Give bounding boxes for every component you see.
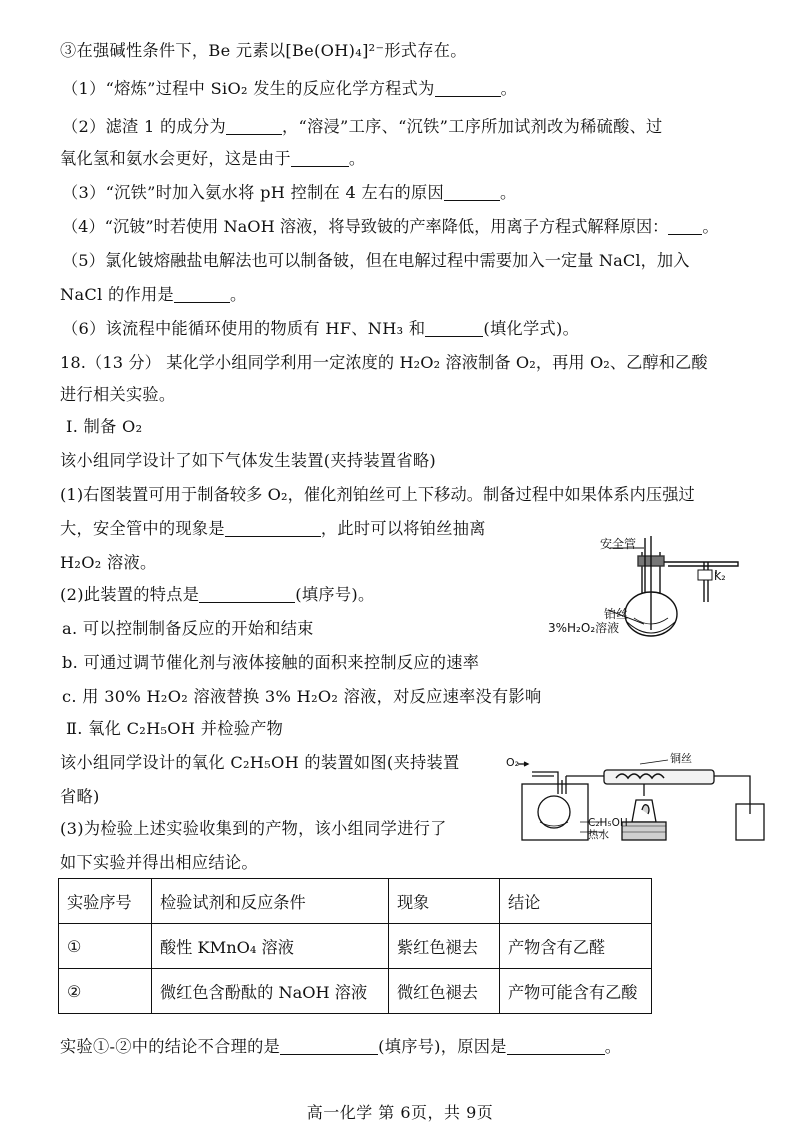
- copper-label: 铜丝: [670, 752, 692, 765]
- answer-blank[interactable]: [280, 1038, 378, 1055]
- table-header-cell: 实验序号: [59, 879, 152, 924]
- table-header-cell: 检验试剂和反应条件: [152, 879, 389, 924]
- text-line: 实验①-②中的结论不合理的是 (填序号)，原因是 。: [60, 1037, 622, 1056]
- table-cell: 紫红色褪去: [389, 924, 500, 969]
- section-heading: Ⅱ. 氧化 C₂H₅OH 并检验产物: [66, 719, 284, 738]
- option-b: b. 可通过调节催化剂与液体接触的面积来控制反应的速率: [62, 653, 480, 672]
- o2-generator-diagram: [548, 532, 748, 642]
- option-c: c. 用 30% H₂O₂ 溶液替换 3% H₂O₂ 溶液，对反应速率没有影响: [62, 687, 542, 706]
- question-5: （5）氯化铍熔融盐电解法也可以制备铍，但在电解过程中需要加入一定量 NaCl，加入: [62, 251, 690, 270]
- table-cell: 酸性 KMnO₄ 溶液: [152, 924, 389, 969]
- answer-blank[interactable]: [199, 586, 295, 603]
- answer-blank[interactable]: [444, 184, 500, 201]
- table-header-cell: 现象: [389, 879, 500, 924]
- text-line: 该小组同学设计的氧化 C₂H₅OH 的装置如图(夹持装置: [60, 753, 460, 772]
- table-cell: ②: [59, 969, 152, 1014]
- answer-blank[interactable]: [225, 520, 321, 537]
- table-cell: 微红色含酚酞的 NaOH 溶液: [152, 969, 389, 1014]
- platinum-label: 铂丝: [604, 607, 629, 621]
- answer-blank[interactable]: [291, 150, 349, 167]
- text-line: 进行相关实验。: [60, 385, 176, 404]
- table-header-row: [59, 879, 652, 924]
- question-4: （4）“沉铍”时若使用 NaOH 溶液，将导致铍的产率降低，用离子方程式解释原因： 。: [62, 217, 719, 236]
- text-line: 该小组同学设计了如下气体发生装置(夹持装置省略): [60, 451, 436, 470]
- text-line: (3)为检验上述实验收集到的产物，该小组同学进行了: [60, 819, 447, 838]
- table-row: [59, 969, 652, 1014]
- page-footer: 高一化学 第 6页，共 9页: [306, 1103, 494, 1122]
- text-line: 省略): [60, 787, 100, 806]
- solution-label: 3%H₂O₂溶液: [548, 621, 620, 635]
- ethanol-label: C₂H₅OH: [588, 817, 628, 829]
- experiment-table: [58, 878, 652, 1014]
- answer-blank[interactable]: [435, 80, 501, 97]
- question-3: （3）“沉铁”时加入氨水将 pH 控制在 4 左右的原因 。: [62, 183, 517, 202]
- answer-blank[interactable]: [668, 218, 702, 235]
- question-18-title: 18.（13 分） 某化学小组同学利用一定浓度的 H₂O₂ 溶液制备 O₂，再用 O₂、乙醇和乙酸: [60, 353, 708, 372]
- question-2: （2）滤渣 1 的成分为 ，“溶浸”工序、“沉铁”工序所加试剂改为稀硫酸、过: [62, 117, 663, 136]
- answer-blank[interactable]: [226, 118, 282, 135]
- text-line: (1)右图装置可用于制备较多 O₂，催化剂铂丝可上下移动。制备过程中如果体系内压强过: [60, 485, 695, 504]
- answer-blank[interactable]: [425, 320, 483, 337]
- question-1: （1）“熔炼”过程中 SiO₂ 发生的反应化学方程式为 。: [62, 79, 518, 98]
- text-line: 大，安全管中的现象是 ，此时可以将铂丝抽离: [60, 519, 486, 538]
- table-cell: 产物可能含有乙酸: [500, 969, 652, 1014]
- section-heading: Ⅰ. 制备 O₂: [66, 417, 143, 436]
- question-6: （6）该流程中能循环使用的物质有 HF、NH₃ 和 (填化学式)。: [62, 319, 580, 338]
- answer-blank[interactable]: [174, 286, 230, 303]
- valve-label: K₂: [714, 570, 726, 583]
- text-line: 如下实验并得出相应结论。: [60, 853, 258, 872]
- table-cell: 产物含有乙醛: [500, 924, 652, 969]
- table-cell: 微红色褪去: [389, 969, 500, 1014]
- table-row: [59, 924, 652, 969]
- o2-inlet-label: O₂: [506, 756, 520, 769]
- hot-water-label: 热水: [588, 829, 609, 841]
- text-line: NaCl 的作用是 。: [60, 285, 247, 304]
- safety-tube-label: 安全管: [600, 537, 637, 551]
- ethanol-oxidation-diagram: [504, 752, 766, 852]
- text-line: 氧化氢和氨水会更好，这是由于 。: [60, 149, 366, 168]
- answer-blank[interactable]: [507, 1038, 605, 1055]
- text-line: H₂O₂ 溶液。: [60, 553, 157, 572]
- table-cell: ①: [59, 924, 152, 969]
- table-header-cell: 结论: [500, 879, 652, 924]
- text-line: ③在强碱性条件下，Be 元素以[Be(OH)₄]²⁻形式存在。: [60, 41, 467, 60]
- option-a: a. 可以控制制备反应的开始和结束: [62, 619, 314, 638]
- text-line: (2)此装置的特点是 (填序号)。: [60, 585, 375, 604]
